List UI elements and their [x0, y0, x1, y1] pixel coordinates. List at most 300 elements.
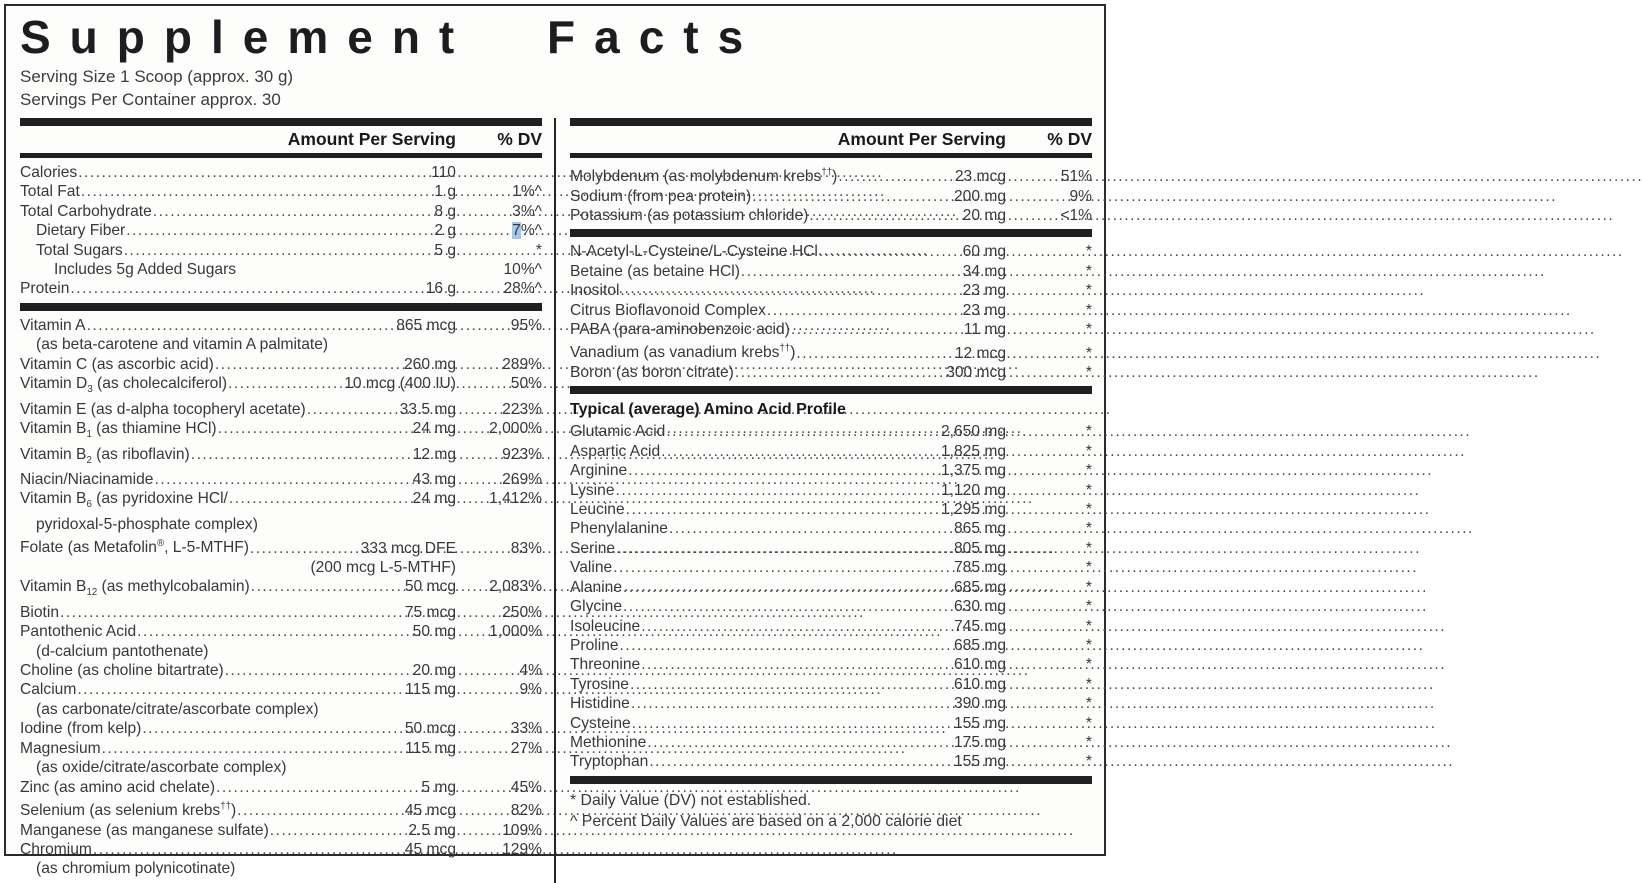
nutrient-daily-value: * — [1085, 321, 1092, 339]
nutrient-name: Total Fat — [20, 183, 80, 201]
nutrient-amount: 8 g — [434, 202, 456, 220]
dot-leader — [809, 206, 961, 225]
dot-leader — [616, 481, 940, 500]
dot-leader — [630, 675, 953, 694]
nutrient-row — [20, 603, 542, 622]
nutrient-daily-value: * — [1085, 243, 1092, 261]
nutrient-row — [570, 539, 1092, 558]
nutrient-daily-value: 3%^ — [512, 202, 542, 220]
dot-leader — [228, 374, 343, 393]
nutrient-amount: 115 mg — [405, 681, 456, 699]
nutrient-name: Chromium — [20, 840, 92, 858]
dot-leader — [237, 801, 404, 820]
nutrient-row — [20, 642, 542, 661]
nutrient-amount: 12 mcg — [954, 344, 1006, 362]
nutrient-name: Vitamin $B_2$ (as riboflavin) — [20, 445, 190, 466]
nutrient-amount: 115 mg — [405, 739, 456, 757]
footnote-dv-not-established: * Daily Value (DV) not established. — [570, 791, 812, 809]
nutrient-amount: 1,295 mg — [940, 501, 1006, 519]
nutrient-daily-value: 51% — [1060, 168, 1092, 186]
nutrient-row — [20, 778, 542, 797]
nutrient-name: pyridoxal-5-phosphate complex) — [36, 515, 258, 533]
nutrient-row — [570, 163, 1092, 187]
nutrient-amount: 610 mg — [953, 675, 1006, 693]
nutrient-name: Vitamin $B_1$ (as thiamine HCl) — [20, 419, 217, 441]
servings-per-container: Servings Per Container approx. 30 — [20, 90, 281, 109]
dot-leader — [623, 578, 953, 597]
nutrient-amount: 333 mcg DFE — [360, 539, 456, 557]
supplement-facts-panel — [4, 4, 1106, 878]
nutrient-amount: 23 mcg — [954, 168, 1006, 186]
nutrient-row — [20, 577, 542, 603]
dot-leader — [620, 636, 953, 655]
nutrient-name: Potassium (as potassium chloride) — [570, 207, 809, 224]
nutrient-amount: 50 mg — [412, 623, 456, 641]
nutrient-row — [570, 500, 1092, 519]
selection-highlight: 7 — [512, 222, 521, 240]
nutrient-row — [570, 206, 1092, 225]
nutrient-daily-value: 10%^ — [503, 261, 542, 279]
nutrient-amount: 155 mg — [953, 714, 1006, 732]
nutrient-row — [20, 661, 542, 680]
nutrient-amount: 12 mg — [412, 445, 456, 463]
nutrient-amount: 785 mg — [953, 559, 1006, 577]
nutrient-amount: 1,375 mg — [940, 462, 1006, 480]
nutrient-amount: 16 g — [425, 280, 456, 298]
nutrient-name: Selenium (as selenium krebs††) — [20, 800, 237, 820]
nutrient-name: Calories — [20, 164, 78, 181]
nutrient-amount: 300 mcg — [946, 364, 1006, 382]
percent-dv-header: % DV — [497, 129, 542, 149]
dot-leader — [102, 739, 405, 758]
column-header — [20, 126, 542, 153]
nutrient-daily-value: * — [1085, 733, 1092, 751]
nutrient-amount: 20 mg — [962, 207, 1006, 224]
nutrient-daily-value: 95% — [510, 316, 542, 334]
nutrient-amount: 20 mg — [412, 662, 456, 680]
nutrient-daily-value: 1,000% — [489, 623, 542, 641]
serving-info — [20, 65, 1092, 111]
nutrient-daily-value: * — [1085, 578, 1092, 596]
nutrient-name: Valine — [570, 559, 613, 577]
dot-leader — [270, 821, 408, 840]
nutrient-name: (as oxide/citrate/ascorbate complex) — [36, 759, 287, 777]
nutrient-name: Iodine (from kelp) — [20, 720, 142, 738]
dot-leader — [791, 320, 963, 339]
nutrient-row — [20, 316, 542, 335]
dot-leader — [741, 262, 962, 281]
nutrient-daily-value: 289% — [502, 355, 542, 373]
nutrient-daily-value: * — [1085, 753, 1092, 771]
nutrient-daily-value: 27% — [510, 739, 542, 757]
dot-leader — [126, 221, 433, 240]
nutrient-row — [20, 534, 542, 558]
trace-minerals-section — [570, 158, 1092, 229]
nutrient-amount: 43 mg — [412, 471, 456, 489]
nutrient-amount: 805 mg — [953, 539, 1006, 557]
nutrient-row — [570, 714, 1092, 733]
dot-leader — [647, 733, 953, 752]
nutrient-daily-value: 109% — [502, 821, 542, 839]
nutrient-row — [570, 636, 1092, 655]
nutrient-row — [20, 241, 542, 260]
nutrient-row — [20, 260, 542, 279]
nutrient-daily-value: 250% — [502, 603, 542, 621]
nutrient-name: Aspartic Acid — [570, 442, 661, 460]
nutrient-name: Tyrosine — [570, 675, 629, 693]
dot-leader — [796, 344, 953, 363]
dot-leader — [191, 445, 412, 464]
nutrient-row — [20, 859, 542, 878]
percent-dv-header: % DV — [1047, 129, 1092, 149]
nutrient-name: Includes 5g Added Sugars — [54, 261, 237, 279]
nutrient-name: Lysine — [570, 481, 615, 499]
nutrient-daily-value: * — [1085, 617, 1092, 635]
nutrient-name: Total Sugars — [36, 241, 123, 259]
nutrient-row — [570, 655, 1092, 674]
nutrient-row — [570, 578, 1092, 597]
nutrient-daily-value: * — [1085, 559, 1092, 577]
nutrient-daily-value: 7%^ — [512, 222, 542, 240]
nutrient-row — [20, 419, 542, 445]
dot-leader — [819, 242, 962, 261]
dot-leader — [225, 661, 412, 680]
dot-leader — [613, 558, 953, 577]
nutrient-amount: 23 mg — [962, 282, 1006, 300]
nutrient-daily-value: * — [1085, 423, 1092, 441]
amino-acid-profile-title: Typical (average) Amino Acid Profile — [570, 401, 846, 419]
nutrient-name: Threonine — [570, 656, 641, 674]
nutrient-amount: 1,120 mg — [940, 481, 1006, 499]
nutrient-name: Dietary Fiber — [36, 222, 126, 240]
nutrient-row — [570, 461, 1092, 480]
nutrient-name: Magnesium — [20, 739, 101, 757]
dot-leader — [666, 422, 940, 441]
dot-leader — [735, 363, 945, 382]
nutrient-daily-value: * — [1085, 520, 1092, 538]
nutrient-amount: 200 mg — [953, 187, 1006, 205]
nutrient-name: Cysteine — [570, 714, 631, 732]
nutrient-daily-value: 9% — [519, 681, 542, 699]
nutrient-daily-value: 45% — [510, 778, 542, 796]
dot-leader — [767, 301, 962, 320]
nutrient-daily-value: * — [1085, 695, 1092, 713]
nutrient-row — [570, 281, 1092, 300]
nutrient-daily-value: * — [1085, 675, 1092, 693]
dot-leader — [81, 182, 434, 201]
dot-leader — [250, 539, 360, 558]
nutrient-daily-value: * — [1085, 462, 1092, 480]
nutrient-row — [570, 519, 1092, 538]
nutrient-amount: 1,825 mg — [940, 442, 1006, 460]
nutrient-daily-value: 2,083% — [489, 578, 542, 596]
nutrient-row — [20, 558, 542, 577]
nutrient-row — [570, 363, 1092, 382]
dot-leader — [251, 577, 404, 596]
dot-leader — [77, 680, 404, 699]
nutrient-name: Vitamin E (as d-alpha tocopheryl acetate) — [20, 400, 306, 418]
nutrient-amount: 11 mg — [963, 321, 1006, 339]
section-divider-bar — [570, 386, 1092, 394]
macronutrients-section — [20, 158, 542, 303]
nutrient-amount: 685 mg — [953, 636, 1006, 654]
nutrient-amount: 610 mg — [953, 656, 1006, 674]
nutrient-row — [570, 617, 1092, 636]
nutrient-row — [20, 840, 542, 859]
nutrient-row — [20, 680, 542, 699]
nutrient-row — [20, 470, 542, 489]
nutrient-amount: 24 mg — [412, 419, 456, 437]
serving-size: Serving Size 1 Scoop (approx. 30 g) — [20, 67, 294, 86]
dot-leader — [78, 163, 430, 182]
nutrient-row — [570, 339, 1092, 363]
nutrient-amount: 75 mcg — [404, 603, 456, 621]
dot-leader — [60, 603, 404, 622]
nutrient-name: Folate (as Metafolin®, L-5-MTHF) — [20, 538, 249, 557]
nutrient-name: Calcium — [20, 681, 77, 699]
section-divider-bar — [570, 229, 1092, 237]
dot-leader — [153, 202, 434, 221]
section-divider-bar — [20, 118, 542, 126]
dot-leader — [229, 489, 412, 508]
dot-leader — [137, 622, 411, 641]
nutrient-daily-value: 923% — [502, 445, 542, 463]
nutrient-amount: (200 mcg L-5-MTHF) — [310, 558, 456, 576]
nutrient-daily-value: 83% — [510, 539, 542, 557]
section-divider-bar — [570, 776, 1092, 784]
amount-per-serving-header: Amount Per Serving — [287, 129, 456, 149]
nutrient-daily-value: * — [1085, 656, 1092, 674]
nutrient-amount: 34 mg — [962, 262, 1006, 280]
nutrient-amount: 60 mg — [962, 243, 1006, 261]
dot-leader — [87, 316, 396, 335]
nutrient-amount: 23 mg — [962, 301, 1006, 319]
nutrient-row — [20, 797, 542, 821]
nutrient-row — [570, 242, 1092, 261]
nutrient-row — [570, 187, 1092, 206]
amino-acid-section — [570, 420, 1092, 775]
nutrient-name: (as beta-carotene and vitamin A palmitate) — [36, 336, 329, 354]
nutrient-name: Glycine — [570, 598, 622, 616]
other-ingredients-section — [570, 237, 1092, 386]
dot-leader — [620, 281, 961, 300]
nutrient-name: Glutamic Acid — [570, 423, 666, 441]
nutrient-amount: 865 mg — [953, 520, 1006, 538]
nutrient-name: Leucine — [570, 501, 625, 519]
dot-leader — [649, 752, 953, 771]
nutrient-row — [20, 279, 542, 298]
dot-leader — [307, 400, 399, 419]
nutrient-name: (d-calcium pantothenate) — [36, 642, 209, 660]
nutrient-row — [570, 558, 1092, 577]
nutrient-name: Vitamin C (as ascorbic acid) — [20, 355, 214, 373]
nutrient-daily-value: * — [1085, 636, 1092, 654]
nutrient-daily-value: 33% — [510, 720, 542, 738]
nutrient-row — [20, 335, 542, 354]
nutrient-row — [20, 622, 542, 641]
facts-column-right — [556, 118, 1092, 883]
nutrient-row — [20, 821, 542, 840]
nutrient-name: Inositol — [570, 282, 620, 300]
nutrient-row — [20, 445, 542, 471]
nutrient-amount: 685 mg — [953, 578, 1006, 596]
nutrient-amount: 2.5 mg — [408, 821, 456, 839]
nutrient-name: Sodium (from pea protein) — [570, 187, 752, 205]
nutrient-name: Tryptophan — [570, 753, 649, 771]
nutrient-amount: 175 mg — [953, 733, 1006, 751]
nutrient-row — [20, 489, 542, 515]
nutrient-amount: 5 g — [434, 241, 456, 259]
nutrient-name: (as carbonate/citrate/ascorbate complex) — [36, 700, 319, 718]
nutrient-name: Choline (as choline bitartrate) — [20, 662, 224, 680]
nutrient-name: Citrus Bioflavonoid Complex — [570, 301, 766, 319]
nutrient-name: Boron (as boron citrate) — [570, 364, 734, 382]
nutrient-amount: 5 mg — [421, 778, 456, 796]
dot-leader — [216, 778, 420, 797]
nutrient-daily-value: 9% — [1069, 187, 1092, 205]
nutrient-daily-value: 50% — [510, 375, 542, 393]
nutrient-name: Methionine — [570, 733, 647, 751]
nutrient-daily-value: * — [1085, 539, 1092, 557]
nutrient-row — [20, 758, 542, 777]
nutrient-name: N-Acetyl-L-Cysteine/L-Cysteine HCl — [570, 243, 818, 261]
nutrient-amount: 33.5 mg — [399, 400, 456, 418]
nutrient-name: Manganese (as manganese sulfate) — [20, 821, 269, 839]
nutrient-name: Isoleucine — [570, 617, 641, 635]
nutrient-row — [20, 221, 542, 240]
nutrient-amount: 45 mcg — [404, 802, 456, 820]
nutrient-amount: 10 mcg (400 IU) — [344, 375, 456, 393]
dot-leader — [70, 279, 424, 298]
nutrient-row — [20, 374, 542, 400]
nutrient-amount: 50 mcg — [404, 578, 456, 596]
nutrient-amount: 110 — [431, 164, 456, 181]
nutrient-daily-value: 4% — [519, 662, 542, 680]
nutrient-daily-value: * — [1085, 364, 1092, 382]
nutrient-daily-value: 269% — [502, 471, 542, 489]
nutrient-row — [20, 182, 542, 201]
footnotes — [570, 784, 1092, 832]
nutrient-name: PABA (para-aminobenzoic acid) — [570, 321, 790, 339]
nutrient-amount: 630 mg — [953, 598, 1006, 616]
dot-leader — [838, 167, 954, 186]
dot-leader — [669, 519, 953, 538]
dot-leader — [626, 500, 940, 519]
nutrient-daily-value: 1%^ — [512, 183, 542, 201]
nutrient-daily-value: * — [1085, 714, 1092, 732]
nutrient-daily-value: * — [1085, 344, 1092, 362]
nutrient-daily-value: * — [1085, 282, 1092, 300]
dot-leader — [623, 597, 953, 616]
nutrient-name: Vitamin $B_{12}$ (as methylcobalamin) — [20, 578, 250, 599]
page-title: Supplement Facts — [20, 11, 763, 63]
nutrient-name: Proline — [570, 636, 619, 654]
dot-leader — [632, 714, 953, 733]
dot-leader — [154, 470, 411, 489]
nutrient-row — [20, 202, 542, 221]
nutrient-daily-value: 1,412% — [489, 490, 542, 508]
nutrient-daily-value: * — [1085, 301, 1092, 319]
nutrient-row — [20, 355, 542, 374]
nutrient-name: Protein — [20, 280, 70, 298]
nutrient-row — [570, 752, 1092, 771]
nutrient-row — [20, 700, 542, 719]
dot-leader — [641, 617, 953, 636]
nutrient-name: Zinc (as amino acid chelate) — [20, 778, 216, 796]
dot-leader — [142, 719, 404, 738]
nutrient-row — [570, 733, 1092, 752]
nutrient-amount: 50 mcg — [404, 720, 456, 738]
dot-leader — [616, 539, 953, 558]
section-divider-bar — [570, 118, 1092, 126]
dot-leader — [215, 355, 403, 374]
nutrient-name: Vitamin A — [20, 316, 86, 334]
nutrient-row — [20, 515, 542, 534]
nutrient-name: Niacin/Niacinamide — [20, 471, 154, 489]
dot-leader — [124, 241, 434, 260]
dot-leader — [93, 840, 404, 859]
nutrient-name: Betaine (as betaine HCl) — [570, 262, 740, 280]
nutrient-amount: 155 mg — [953, 753, 1006, 771]
nutrient-daily-value: <1% — [1060, 207, 1092, 224]
nutrient-name: Vitamin $B_6$ (as pyridoxine HCl/ — [20, 490, 228, 511]
nutrient-daily-value: 82% — [510, 802, 542, 820]
section-divider-bar — [20, 303, 542, 311]
nutrient-row — [570, 597, 1092, 616]
nutrient-name: Total Carbohydrate — [20, 202, 152, 220]
dot-leader — [628, 461, 940, 480]
nutrient-amount: 260 mg — [403, 355, 456, 373]
nutrient-name: Pantothenic Acid — [20, 623, 137, 641]
nutrient-amount: 745 mg — [953, 617, 1006, 635]
nutrient-name: Alanine — [570, 578, 623, 596]
nutrient-row — [20, 400, 542, 419]
nutrient-name: Molybdenum (as molybdenum krebs††) — [570, 167, 838, 186]
facts-columns — [20, 118, 1092, 883]
nutrient-row — [570, 694, 1092, 713]
nutrient-amount: 865 mcg — [396, 316, 456, 334]
amount-per-serving-header: Amount Per Serving — [837, 129, 1006, 149]
nutrient-name: Vanadium (as vanadium krebs††) — [570, 343, 796, 362]
nutrient-daily-value: * — [1085, 598, 1092, 616]
dot-leader — [752, 187, 953, 206]
nutrient-row — [570, 422, 1092, 441]
nutrient-name: (as chromium polynicotinate) — [36, 860, 236, 878]
nutrient-daily-value: 223% — [502, 400, 542, 418]
nutrient-amount: 45 mcg — [404, 840, 456, 858]
dot-leader — [218, 419, 412, 438]
nutrient-daily-value: 28%^ — [503, 280, 542, 298]
nutrient-row — [570, 320, 1092, 339]
vitamins-minerals-section — [20, 311, 542, 883]
facts-column-left — [20, 118, 554, 883]
nutrient-row — [570, 442, 1092, 461]
nutrient-daily-value: * — [1085, 442, 1092, 460]
nutrient-amount: 1 g — [434, 183, 456, 201]
dot-leader — [631, 694, 953, 713]
nutrient-name: Vitamin $D_3$ (as cholecalciferol) — [20, 375, 228, 396]
nutrient-amount: 2 g — [434, 222, 456, 240]
nutrient-row — [20, 719, 542, 738]
nutrient-daily-value: * — [1085, 481, 1092, 499]
nutrient-row — [570, 301, 1092, 320]
nutrient-amount: 24 mg — [412, 490, 456, 508]
dot-leader — [641, 655, 953, 674]
nutrient-name: Phenylalanine — [570, 520, 668, 538]
footnote-percent-dv-basis: ^ Percent Daily Values are based on a 2,000 calorie diet — [570, 812, 962, 830]
nutrient-row — [20, 739, 542, 758]
nutrient-name: Arginine — [570, 462, 628, 480]
